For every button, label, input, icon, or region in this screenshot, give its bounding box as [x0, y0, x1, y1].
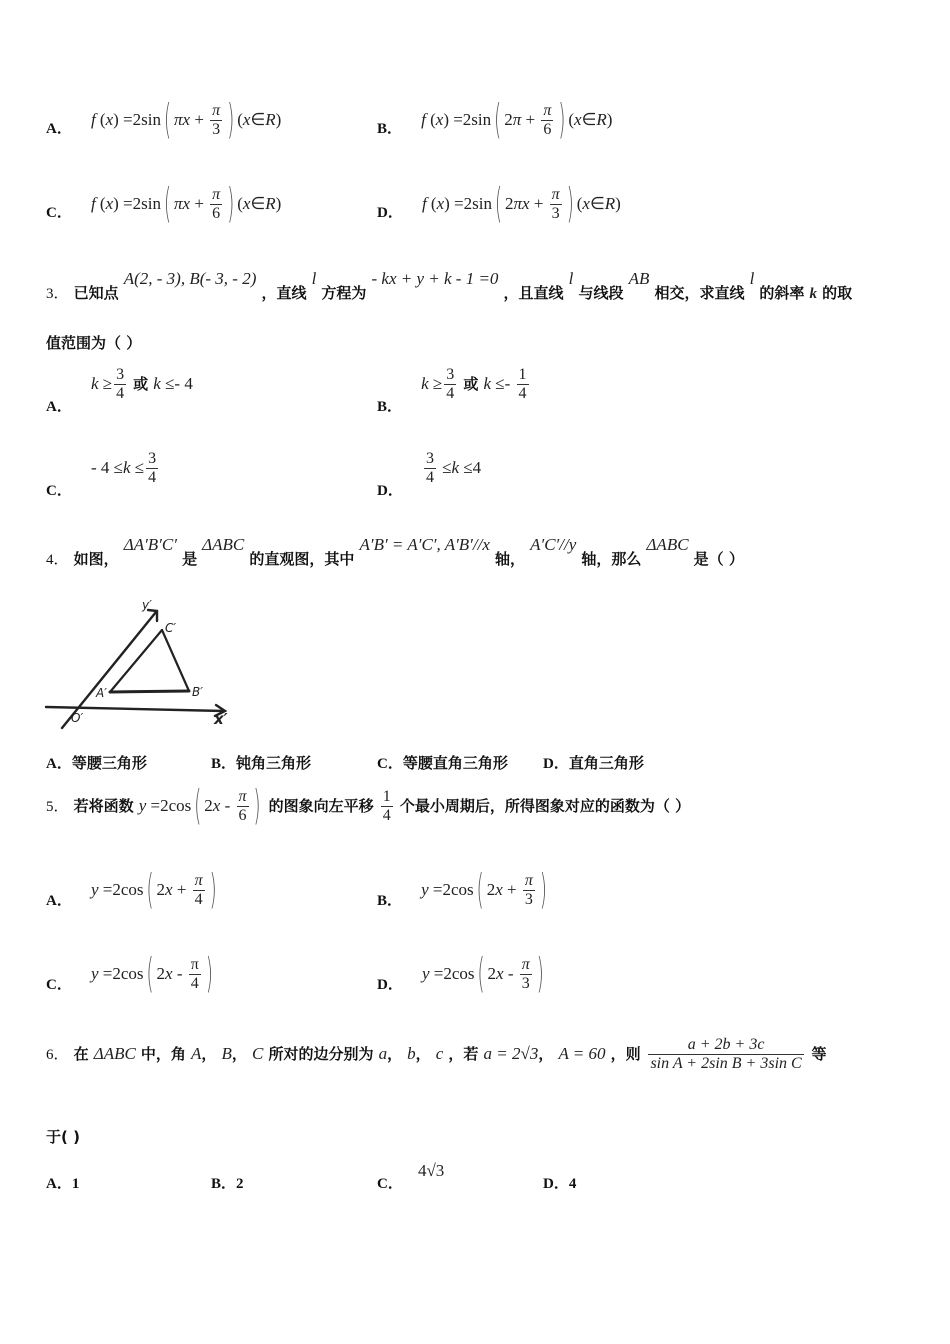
q4-option-d[interactable]: D．直角三角形 — [543, 754, 644, 772]
q4-option-a[interactable]: A．等腰三角形 — [46, 754, 147, 772]
label-b: B′ — [192, 685, 203, 699]
q6-ratio: $\frac{a + 2b + 3c}{\text{sin A + 2sin B + 3sin C}}$ — [650, 1036, 802, 1072]
q2-option-b[interactable] — [377, 96, 613, 145]
label-c: C′ — [165, 621, 177, 635]
label-a: A′ — [96, 686, 107, 700]
q2-option-a-expr: f (x) =2sin ( πx + $\frac{\pi}{3}$ ) (x∈R) — [90, 96, 282, 145]
q2-option-b-expr: f (x) =2sin ( 2π + $\frac{\pi}{6}$ ) (x∈R) — [421, 96, 613, 145]
q4-figure — [44, 594, 244, 734]
q6-condition-angle: A = 60 — [558, 1044, 606, 1063]
q6-option-d[interactable]: D．4 — [543, 1176, 577, 1192]
q3-points: A(2, - 3), B(- 3, - 2) — [123, 269, 257, 288]
q4-condition-1: A′B′ = A′C′, A′B′//x — [359, 535, 490, 554]
q3-option-d[interactable]: D． $\frac{3}{4}$ ≤k ≤4 — [377, 450, 482, 499]
q2-option-b-label: B． — [377, 121, 403, 137]
q2-option-c-expr: f (x) =2sin ( πx + $\frac{\pi}{6}$ ) (x∈R) — [90, 180, 282, 229]
q5-option-a[interactable]: A． y =2cos ( 2x + $\frac{\pi}{4}$ ) — [46, 866, 217, 915]
q5-function: y =2cos ( 2x - $\frac{\pi}{6}$ ) — [138, 782, 261, 831]
q6-stem: 6． 在 ΔABC 中，角 A， B， C 所对的边分别为 a， b， c ，若 a = 2√3， A = 60 ，则 $\frac{a + 2b + 3c}{\text{sin A + 2sin B + 3sin C}}$ 等 — [46, 1036, 827, 1072]
q6-condition-a: a = 2√3 — [483, 1044, 539, 1063]
q2-option-a[interactable] — [46, 96, 282, 145]
q3-option-b[interactable]: B． k ≥ $\frac{3}{4}$ 或 k ≤- $\frac{1}{4}$ — [377, 366, 527, 415]
q6-stem-line2: 于( ) — [46, 1128, 80, 1146]
label-y: y′ — [142, 598, 152, 612]
q3-number: 3． — [46, 286, 69, 302]
q2-option-d-label: D． — [377, 205, 403, 221]
q2-option-d-expr: f (x) =2sin ( 2πx + $\frac{\pi}{3}$ ) (x∈R) — [421, 180, 621, 229]
q4-stem: 4． 如图， ΔA′B′C′ 是 ΔABC 的直观图，其中 A′B′ = A′C′, A′B′//x 轴， A′C′//y 轴，那么 ΔABC 是（ ） — [46, 535, 744, 568]
label-x: x′ — [214, 710, 228, 728]
q3-stem-line2: 值范围为（ ） — [46, 334, 142, 352]
q6-option-b[interactable]: B．2 — [211, 1176, 244, 1192]
q2-option-c[interactable] — [46, 180, 282, 229]
q2-option-d[interactable] — [377, 180, 621, 229]
q4-condition-2: A′C′//y — [530, 535, 577, 554]
q2-option-a-label: A． — [46, 121, 72, 137]
q5-option-b[interactable]: B． y =2cos ( 2x + $\frac{\pi}{3}$ ) — [377, 866, 547, 915]
triangle-side-ab — [110, 691, 189, 692]
q5-option-c[interactable]: C． y =2cos ( 2x - $\frac{\pi}{4}$ ) — [46, 950, 213, 999]
label-o: O′ — [71, 711, 84, 725]
q5-option-d[interactable]: D． y =2cos ( 2x - $\frac{\pi}{3}$ ) — [377, 950, 544, 999]
triangle-side-cb — [162, 630, 189, 691]
q6-option-a[interactable]: A．1 — [46, 1176, 80, 1192]
q3-option-c[interactable]: C． - 4 ≤k ≤ $\frac{3}{4}$ — [46, 450, 157, 499]
q3-equation: - kx + y + k - 1 =0 — [371, 269, 499, 288]
q4-option-b[interactable]: B．钝角三角形 — [211, 754, 312, 772]
q5-stem: 5． 若将函数 y =2cos ( 2x - $\frac{\pi}{6}$ ) 的图象向左平移 $\frac{1}{4}$ 个最小周期后，所得图象对应的函数为（ ） — [46, 782, 691, 831]
q3-option-a[interactable]: A． k ≥ $\frac{3}{4}$ 或 k ≤- 4 — [46, 366, 193, 415]
q3-stem: 3． 已知点 A(2, - 3), B(- 3, - 2) ，直线 l 方程为 - kx + y + k - 1 =0 ，且直线 l 与线段 AB 相交，求直线 l 的斜率 k 的取 — [46, 269, 853, 302]
q6-option-c[interactable]: C． 4√3 — [377, 1161, 445, 1192]
q4-option-c[interactable]: C．等腰直角三角形 — [377, 754, 508, 772]
q2-option-c-label: C． — [46, 205, 72, 221]
